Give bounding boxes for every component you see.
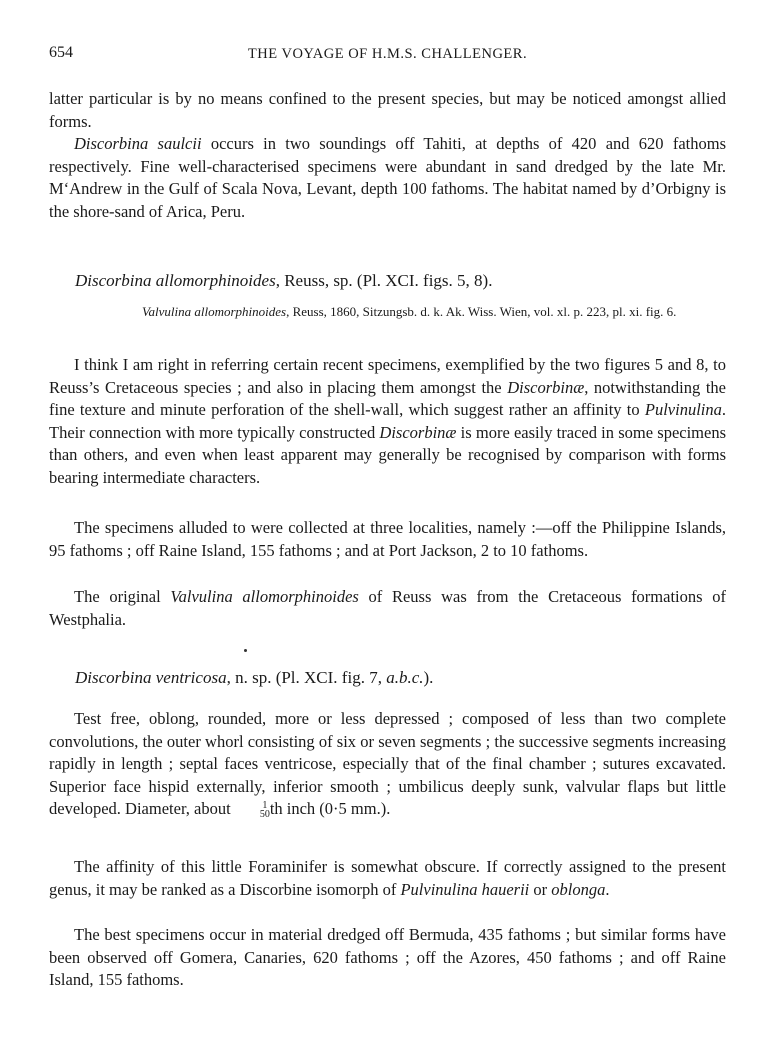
fraction: 1 50 bbox=[259, 800, 270, 821]
page-number: 654 bbox=[49, 44, 73, 61]
paragraph-continued: latter particular is by no means confined to the present species, but may be noticed amongst allied forms. bbox=[49, 89, 726, 131]
synonymy-reference: Valvulina allomorphinoides, Reuss, 1860, Sitzungsb. d. k. Ak. Wiss. Wien, vol. xl. p. 223, pl. xi. fig. 6. bbox=[142, 304, 677, 319]
paragraph-ventricosa-2: The best specimens occur in material dredged off Bermuda, 435 fathoms ; but similar forms have been observed off Gomera, Canaries, 620 fathoms ; off the Azores, 450 fathoms ; and off Raine Island, 155 fathoms. bbox=[49, 925, 726, 989]
stray-mark bbox=[244, 649, 247, 652]
species-heading-ventricosa: Discorbina ventricosa, n. sp. (Pl. XCI. fig. 7, a.b.c.). bbox=[75, 668, 434, 687]
paragraph-ventricosa-1: The affinity of this little Foraminifer is somewhat obscure. If correctly assigned to the present genus, it may be ranked as a Discorbine isomorph of Pulvinulina hauerii or oblonga. bbox=[49, 857, 726, 899]
species-name: Discorbina saulcii bbox=[74, 134, 202, 153]
species-heading-allomorphinoides: Discorbina allomorphinoides, Reuss, sp. (Pl. XCI. figs. 5, 8). bbox=[75, 271, 493, 290]
paragraph-allomorphinoides-2: The specimens alluded to were collected at three localities, namely :—off the Philippine Islands, 95 fathoms ; off Raine Island, 155 fathoms ; and at Port Jackson, 2 to 10 fathoms. bbox=[49, 518, 726, 560]
paragraph-allomorphinoides-1: I think I am right in referring certain recent specimens, exemplified by the two figures 5 and 8, to Reuss’s Cretaceous species ; and also in placing them amongst the Discorbinæ, notwithstanding the fine texture and minute perforation of the shell-wall, which suggest rather an affinity to Pulvinulina. Their connection with more typically constructed Discorbinæ is more easily traced in some specimens than others, and even when least apparent may generally be recognised by comparison with forms bearing intermediate characters. bbox=[49, 355, 726, 487]
page-header bbox=[49, 44, 726, 68]
paragraph-allomorphinoides-3: The original Valvulina allomorphinoides of Reuss was from the Cretaceous formations of Westphalia. bbox=[49, 587, 726, 629]
species-description: Test free, oblong, rounded, more or less depressed ; composed of less than two complete convolutions, the outer whorl consisting of six or seven segments ; the successive segments increasing rapidly in length ; septal faces ventricose, especially that of the final chamber ; sutures excavated. Superior face hispid externally, inferior smooth ; umbilicus deeply sunk, valvular flaps but little developed. Diameter, about 1 50 th inch (0·5 mm.). bbox=[49, 709, 726, 821]
running-title: THE VOYAGE OF H.M.S. CHALLENGER. bbox=[247, 46, 528, 62]
paragraph-saulcii: Discorbina saulcii occurs in two soundings off Tahiti, at depths of 420 and 620 fathoms respectively. Fine well-characterised specimens were abundant in sand dredged by the late Mr. M‘Andrew in the Gulf of Scala Nova, Levant, depth 100 fathoms. The habitat named by d’Orbigny is the shore-sand of Arica, Peru. bbox=[49, 134, 726, 221]
